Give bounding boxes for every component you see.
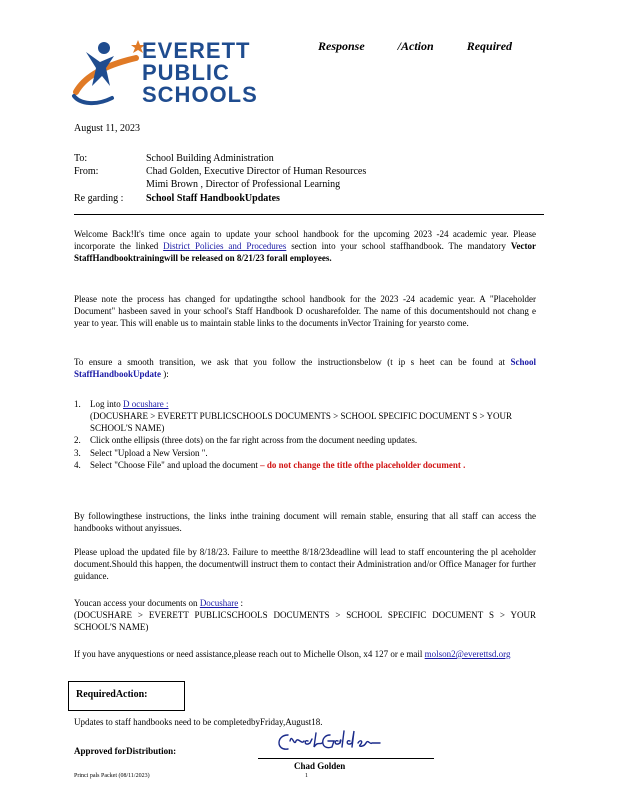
memo-regarding-row <box>74 192 280 206</box>
logo-text-line3: SCHOOLS <box>142 82 258 107</box>
p7-text: If you have anyquestions or need assistance,please reach out to Michelle Olson, x4 127 or e mail <box>74 649 425 659</box>
header-divider <box>74 214 544 215</box>
p3-text-1: To ensure a smooth transition, we ask that you follow the instructionsbelow (t ip s heet can be found at <box>74 357 511 367</box>
step-4-text: Select "Choose File" and upload the document <box>90 459 261 470</box>
signature-icon <box>274 727 384 757</box>
paragraph-following-instructions: By followingthese instructions, the links inthe training document will remain stable, ensuring that all staff can access the handbooks without anyissues. <box>74 511 536 534</box>
step-3-text: Select "Upload a New Version ". <box>90 447 208 458</box>
required-label: Required <box>466 39 513 53</box>
footer-packet-label: Princi pals Packet (08/11/2023) <box>74 773 150 779</box>
p1-text-1: Welcome Back!It's time once again to update your school handbook for the upcoming 2023 -24 academic year. Please incorporate the linked <box>74 229 536 252</box>
required-action-label: RequiredAction: <box>76 689 148 700</box>
instruction-steps <box>74 398 544 471</box>
approved-for-distribution-label: Approved forDistribution: <box>74 746 177 756</box>
email-link[interactable]: molson2@everettsd.org <box>424 649 511 659</box>
to-label: To: <box>74 153 88 164</box>
memo-date: August 11, 2023 <box>74 123 141 134</box>
district-logo <box>66 34 256 110</box>
paragraph-upload-deadline: Please upload the updated file by 8/18/23. Failure to meetthe 8/18/23deadline will lead to staff encountering the pl aceholder document.Should this happen, the documentwill instruct them to contact their Administration and/or Office Manager for further guidance. <box>74 547 536 582</box>
district-policies-link[interactable]: District Policies and Procedures <box>163 241 287 252</box>
memo-from-row-2 <box>74 178 340 192</box>
signer-name: Chad Golden <box>294 761 346 771</box>
step-2-number: 2. <box>74 435 81 446</box>
step-1 <box>74 398 544 434</box>
step-3-number: 3. <box>74 447 81 458</box>
step-4-warning: – do not change the title ofthe placeholder document . <box>260 459 466 470</box>
signature-line <box>258 758 434 759</box>
paragraph-contact <box>74 648 536 660</box>
step-1-text: Log into <box>90 399 123 409</box>
logo-text-line1: EVERETT <box>142 38 251 63</box>
logo-text-line2: PUBLIC <box>142 60 230 85</box>
step-4 <box>74 459 544 471</box>
p1-training-notice: Vector StaffHandbooktrainingwill <box>74 241 536 264</box>
logo-emblem-icon <box>66 34 146 110</box>
paragraph-access-documents <box>74 597 536 633</box>
p6-text-1: Youcan access your documents on <box>74 598 200 608</box>
page-number: 1 <box>305 773 308 779</box>
p1-text-2: section into your school staffhandbook. The mandatory <box>286 241 511 252</box>
p1-release-date: be released on 8/21/23 forall employees. <box>180 253 332 264</box>
step-2 <box>74 434 544 446</box>
step-4-number: 4. <box>74 459 81 470</box>
from-value-2: Mimi Brown , Director of Professional Learning <box>146 179 341 190</box>
staff-handbook-update-link[interactable]: School StaffHandbookUpdate <box>74 357 536 380</box>
step-2-text: Click onthe ellipsis (three dots) on the far right across from the document needing updates. <box>90 435 418 446</box>
updates-deadline-line: Updates to staff handbooks need to be completedbyFriday,August18. <box>74 717 323 727</box>
docushare-link[interactable]: D ocushare : <box>123 399 169 409</box>
step-3 <box>74 447 544 459</box>
to-value: School Building Administration <box>146 153 274 164</box>
action-label: /Action <box>397 39 434 53</box>
handwritten-signature <box>274 727 384 760</box>
memo-to-row <box>74 152 274 166</box>
from-value-1: Chad Golden, Executive Director of Human Resources <box>146 166 367 177</box>
p6-text-2: : <box>238 598 244 608</box>
step-1-number: 1. <box>74 399 81 409</box>
response-action-required-header <box>318 38 512 54</box>
step-1-path: (DOCUSHARE > EVERETT PUBLICSCHOOLS DOCUMENTS > SCHOOL SPECIFIC DOCUMENT S > YOUR SCHOOL'S NAME) <box>90 411 513 434</box>
docushare-access-link[interactable]: Docushare <box>199 598 239 608</box>
p6-path: (DOCUSHARE > EVERETT PUBLICSCHOOLS DOCUMENTS > SCHOOL SPECIFIC DOCUMENT S > YOUR SCHOOL'S NAME) <box>74 610 536 633</box>
memo-from-row <box>74 165 366 179</box>
paragraph-process-change: Please note the process has changed for updatingthe school handbook for the 2023 -24 academic year. A "Placeholder Document" hasbeen saved in your school's Staff Handbook D ocusharefolder. The name of this documentshould not chang e year to year. This will enable us to maintain stable links to the documents inVector Training for yearsto come. <box>74 294 536 329</box>
paragraph-welcome <box>74 228 536 264</box>
response-label: Response <box>318 39 365 53</box>
paragraph-transition <box>74 356 536 380</box>
regarding-value: School Staff HandbookUpdates <box>146 193 280 204</box>
p3-text-2: ): <box>161 369 169 380</box>
regarding-label: Re garding : <box>74 193 124 204</box>
from-label: From: <box>74 166 99 177</box>
